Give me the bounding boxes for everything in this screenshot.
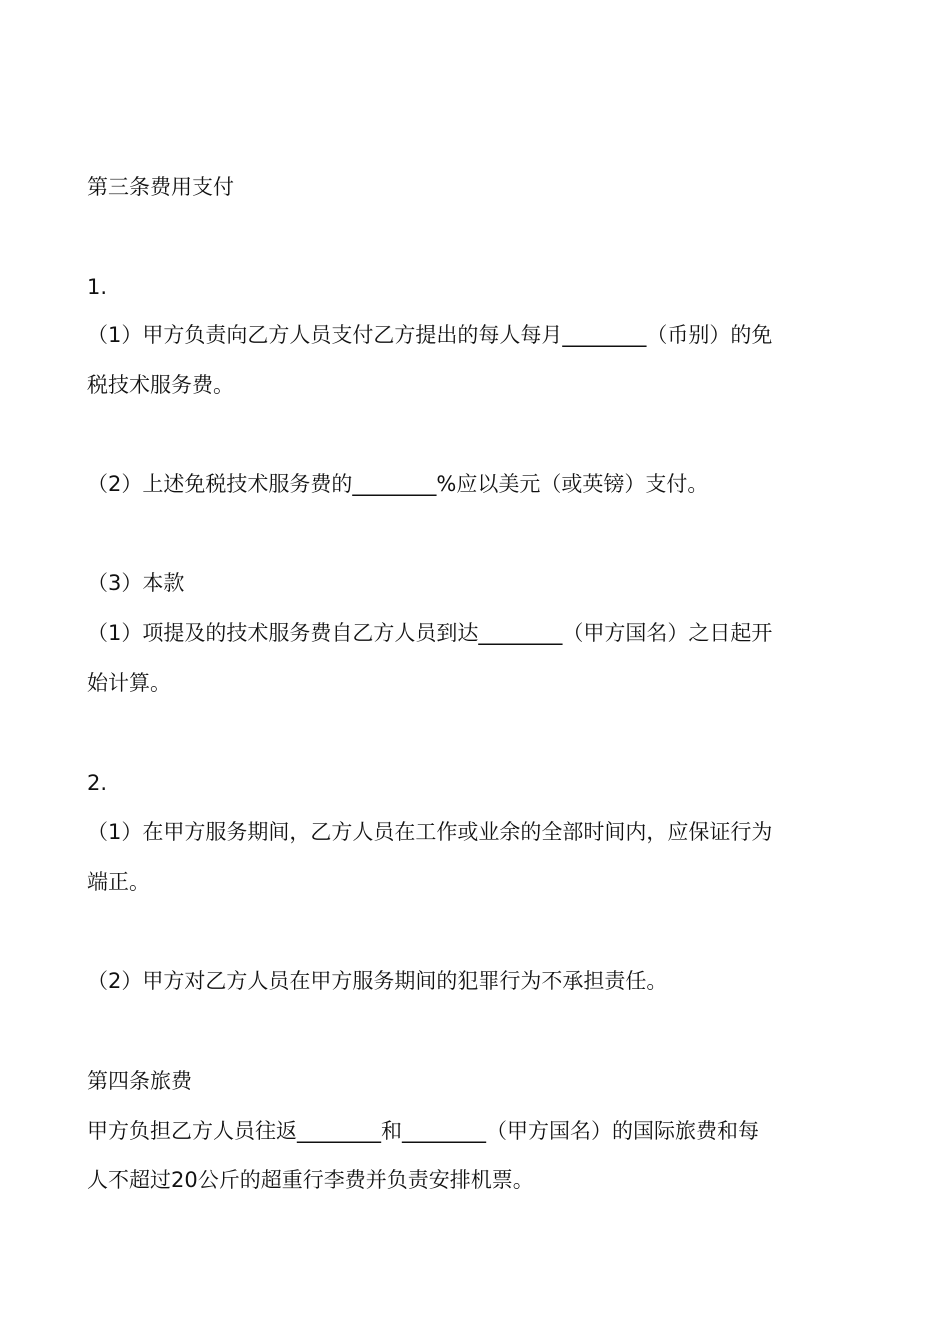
- paragraph-line: （2）上述免税技术服务费的________%应以美元（或英镑）支付。: [87, 472, 709, 496]
- paragraph-line: 端正。: [87, 870, 150, 894]
- section-heading-article-3: 第三条费用支付: [87, 175, 234, 199]
- paragraph-line: （1）在甲方服务期间，乙方人员在工作或业余的全部时间内，应保证行为: [87, 820, 773, 844]
- paragraph-line: 甲方负担乙方人员往返________和________（甲方国名）的国际旅费和每: [87, 1119, 759, 1143]
- clause-number-1: 1.: [87, 275, 108, 299]
- paragraph-line: 税技术服务费。: [87, 373, 234, 397]
- clause-number-2: 2.: [87, 771, 108, 795]
- paragraph-line: 人不超过20公斤的超重行李费并负责安排机票。: [87, 1168, 534, 1192]
- paragraph-line: 始计算。: [87, 671, 171, 695]
- paragraph-line: （1）甲方负责向乙方人员支付乙方提出的每人每月________（币别）的免: [87, 323, 773, 347]
- paragraph-line: （3）本款: [87, 571, 185, 595]
- paragraph-line: （1）项提及的技术服务费自乙方人员到达________（甲方国名）之日起开: [87, 621, 773, 645]
- section-heading-article-4: 第四条旅费: [87, 1069, 192, 1093]
- paragraph-line: （2）甲方对乙方人员在甲方服务期间的犯罪行为不承担责任。: [87, 969, 668, 993]
